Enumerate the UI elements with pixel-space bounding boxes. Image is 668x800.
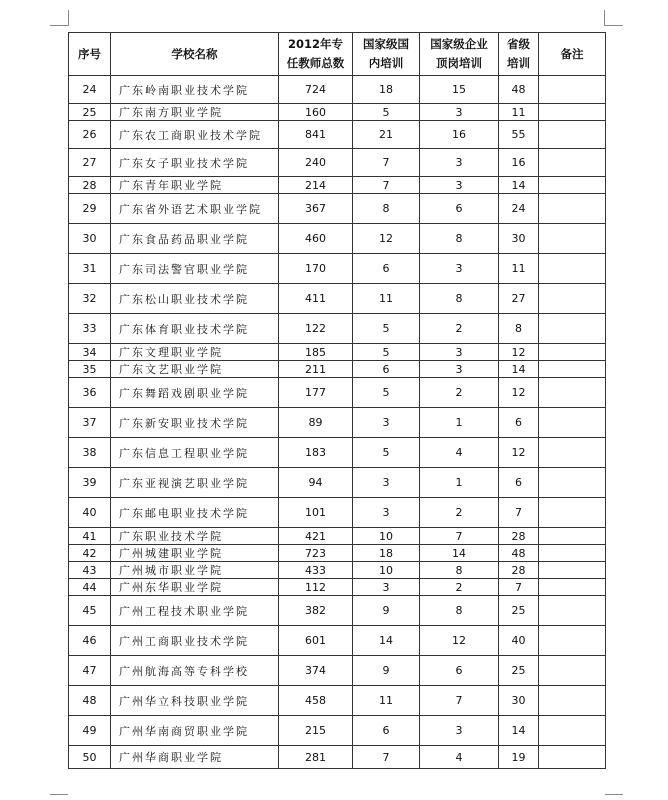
cell-total-teachers: 723 xyxy=(279,545,353,562)
table-row xyxy=(69,121,606,149)
cell-remarks xyxy=(539,344,606,361)
cell-national-domestic: 5 xyxy=(353,314,420,344)
table-row xyxy=(69,314,606,344)
cell-national-enterprise: 3 xyxy=(420,716,499,746)
cell-total-teachers: 89 xyxy=(279,408,353,438)
cell-school-name: 广东农工商职业技术学院 xyxy=(111,121,279,149)
cell-no: 31 xyxy=(69,254,111,284)
cell-total-teachers: 460 xyxy=(279,224,353,254)
cell-no: 43 xyxy=(69,562,111,579)
cell-school-name: 广东松山职业技术学院 xyxy=(111,284,279,314)
cell-remarks xyxy=(539,177,606,194)
cell-total-teachers: 240 xyxy=(279,149,353,177)
table-row xyxy=(69,408,606,438)
cell-national-enterprise: 15 xyxy=(420,76,499,104)
cell-total-teachers: 112 xyxy=(279,579,353,596)
table-row xyxy=(69,468,606,498)
cell-national-domestic: 9 xyxy=(353,656,420,686)
cell-total-teachers: 170 xyxy=(279,254,353,284)
table-row xyxy=(69,528,606,545)
cell-remarks xyxy=(539,545,606,562)
cell-provincial: 12 xyxy=(499,378,539,408)
cell-no: 30 xyxy=(69,224,111,254)
cell-total-teachers: 160 xyxy=(279,104,353,121)
cell-total-teachers: 601 xyxy=(279,626,353,656)
table-row xyxy=(69,686,606,716)
cell-provincial: 7 xyxy=(499,579,539,596)
cell-no: 29 xyxy=(69,194,111,224)
cell-provincial: 30 xyxy=(499,224,539,254)
cell-remarks xyxy=(539,579,606,596)
cell-total-teachers: 281 xyxy=(279,746,353,769)
cell-provincial: 48 xyxy=(499,545,539,562)
header-national-enterprise: 国家级企业顶岗培训 xyxy=(420,33,499,76)
cell-school-name: 广州华商职业学院 xyxy=(111,746,279,769)
table-row xyxy=(69,579,606,596)
header-row xyxy=(69,33,606,76)
cell-no: 37 xyxy=(69,408,111,438)
crop-mark-top-left-v xyxy=(68,10,69,26)
cell-national-enterprise: 7 xyxy=(420,686,499,716)
cell-national-domestic: 5 xyxy=(353,438,420,468)
cell-total-teachers: 374 xyxy=(279,656,353,686)
cell-school-name: 广州城市职业学院 xyxy=(111,562,279,579)
cell-national-enterprise: 2 xyxy=(420,378,499,408)
cell-national-domestic: 6 xyxy=(353,716,420,746)
crop-mark-bottom-left-h xyxy=(50,794,68,795)
table-row xyxy=(69,254,606,284)
table-row xyxy=(69,149,606,177)
cell-no: 41 xyxy=(69,528,111,545)
cell-school-name: 广东信息工程职业学院 xyxy=(111,438,279,468)
cell-remarks xyxy=(539,224,606,254)
table-row xyxy=(69,498,606,528)
table-row xyxy=(69,361,606,378)
cell-national-enterprise: 4 xyxy=(420,746,499,769)
cell-national-enterprise: 1 xyxy=(420,468,499,498)
cell-total-teachers: 724 xyxy=(279,76,353,104)
table-row xyxy=(69,562,606,579)
table-header xyxy=(69,33,606,76)
crop-mark-top-right-v xyxy=(604,10,605,26)
cell-total-teachers: 458 xyxy=(279,686,353,716)
cell-national-enterprise: 3 xyxy=(420,254,499,284)
table-row xyxy=(69,716,606,746)
cell-no: 24 xyxy=(69,76,111,104)
cell-remarks xyxy=(539,254,606,284)
cell-school-name: 广东女子职业技术学院 xyxy=(111,149,279,177)
cell-total-teachers: 122 xyxy=(279,314,353,344)
cell-total-teachers: 382 xyxy=(279,596,353,626)
cell-total-teachers: 411 xyxy=(279,284,353,314)
cell-national-enterprise: 4 xyxy=(420,438,499,468)
table-row xyxy=(69,545,606,562)
cell-provincial: 7 xyxy=(499,498,539,528)
cell-total-teachers: 185 xyxy=(279,344,353,361)
cell-no: 45 xyxy=(69,596,111,626)
cell-national-enterprise: 2 xyxy=(420,498,499,528)
header-provincial: 省级培训 xyxy=(499,33,539,76)
cell-remarks xyxy=(539,656,606,686)
cell-provincial: 6 xyxy=(499,468,539,498)
cell-school-name: 广东青年职业学院 xyxy=(111,177,279,194)
cell-total-teachers: 421 xyxy=(279,528,353,545)
table-row xyxy=(69,746,606,769)
cell-total-teachers: 841 xyxy=(279,121,353,149)
cell-national-domestic: 12 xyxy=(353,224,420,254)
cell-no: 32 xyxy=(69,284,111,314)
crop-mark-bottom-right-h xyxy=(605,794,623,795)
cell-national-enterprise: 8 xyxy=(420,596,499,626)
cell-remarks xyxy=(539,528,606,545)
cell-no: 46 xyxy=(69,626,111,656)
cell-no: 33 xyxy=(69,314,111,344)
table-body xyxy=(69,76,606,769)
cell-no: 49 xyxy=(69,716,111,746)
cell-no: 34 xyxy=(69,344,111,361)
cell-total-teachers: 433 xyxy=(279,562,353,579)
cell-remarks xyxy=(539,361,606,378)
cell-national-domestic: 11 xyxy=(353,284,420,314)
cell-remarks xyxy=(539,746,606,769)
cell-school-name: 广东文理职业学院 xyxy=(111,344,279,361)
cell-no: 26 xyxy=(69,121,111,149)
cell-provincial: 14 xyxy=(499,716,539,746)
cell-national-domestic: 8 xyxy=(353,194,420,224)
cell-national-domestic: 6 xyxy=(353,361,420,378)
cell-school-name: 广东体育职业技术学院 xyxy=(111,314,279,344)
cell-national-enterprise: 1 xyxy=(420,408,499,438)
cell-national-domestic: 10 xyxy=(353,562,420,579)
cell-provincial: 24 xyxy=(499,194,539,224)
cell-total-teachers: 367 xyxy=(279,194,353,224)
cell-school-name: 广东文艺职业学院 xyxy=(111,361,279,378)
cell-school-name: 广东食品药品职业学院 xyxy=(111,224,279,254)
cell-no: 35 xyxy=(69,361,111,378)
cell-national-enterprise: 16 xyxy=(420,121,499,149)
cell-provincial: 11 xyxy=(499,104,539,121)
cell-national-enterprise: 8 xyxy=(420,284,499,314)
cell-national-domestic: 7 xyxy=(353,177,420,194)
table-row xyxy=(69,177,606,194)
cell-school-name: 广东亚视演艺职业学院 xyxy=(111,468,279,498)
cell-national-domestic: 5 xyxy=(353,344,420,361)
cell-school-name: 广东邮电职业技术学院 xyxy=(111,498,279,528)
cell-national-domestic: 21 xyxy=(353,121,420,149)
table-row xyxy=(69,596,606,626)
cell-remarks xyxy=(539,596,606,626)
table-row xyxy=(69,284,606,314)
cell-national-domestic: 5 xyxy=(353,104,420,121)
table-row xyxy=(69,224,606,254)
cell-remarks xyxy=(539,149,606,177)
cell-national-domestic: 5 xyxy=(353,378,420,408)
cell-no: 42 xyxy=(69,545,111,562)
cell-school-name: 广东新安职业技术学院 xyxy=(111,408,279,438)
teacher-training-table xyxy=(68,32,606,769)
header-no: 序号 xyxy=(69,33,111,76)
cell-national-domestic: 3 xyxy=(353,408,420,438)
cell-school-name: 广东司法警官职业学院 xyxy=(111,254,279,284)
cell-remarks xyxy=(539,121,606,149)
cell-remarks xyxy=(539,468,606,498)
table-row xyxy=(69,194,606,224)
table-row xyxy=(69,344,606,361)
cell-school-name: 广州工程技术职业学院 xyxy=(111,596,279,626)
cell-school-name: 广东舞蹈戏剧职业学院 xyxy=(111,378,279,408)
header-school-name: 学校名称 xyxy=(111,33,279,76)
cell-school-name: 广州华立科技职业学院 xyxy=(111,686,279,716)
cell-provincial: 28 xyxy=(499,562,539,579)
cell-provincial: 48 xyxy=(499,76,539,104)
cell-remarks xyxy=(539,76,606,104)
cell-remarks xyxy=(539,194,606,224)
cell-provincial: 40 xyxy=(499,626,539,656)
cell-remarks xyxy=(539,284,606,314)
cell-school-name: 广州东华职业学院 xyxy=(111,579,279,596)
header-national-domestic: 国家级国内培训 xyxy=(353,33,420,76)
cell-provincial: 14 xyxy=(499,361,539,378)
cell-national-domestic: 10 xyxy=(353,528,420,545)
cell-national-enterprise: 2 xyxy=(420,579,499,596)
table-row xyxy=(69,104,606,121)
crop-mark-top-right-h xyxy=(605,25,623,26)
cell-national-enterprise: 14 xyxy=(420,545,499,562)
cell-remarks xyxy=(539,686,606,716)
cell-national-domestic: 3 xyxy=(353,498,420,528)
cell-total-teachers: 211 xyxy=(279,361,353,378)
cell-national-enterprise: 7 xyxy=(420,528,499,545)
cell-school-name: 广州航海高等专科学校 xyxy=(111,656,279,686)
cell-national-enterprise: 3 xyxy=(420,149,499,177)
cell-school-name: 广东岭南职业技术学院 xyxy=(111,76,279,104)
cell-no: 38 xyxy=(69,438,111,468)
cell-provincial: 55 xyxy=(499,121,539,149)
cell-total-teachers: 101 xyxy=(279,498,353,528)
cell-provincial: 30 xyxy=(499,686,539,716)
cell-total-teachers: 215 xyxy=(279,716,353,746)
cell-national-enterprise: 6 xyxy=(420,194,499,224)
cell-remarks xyxy=(539,104,606,121)
cell-remarks xyxy=(539,716,606,746)
cell-national-enterprise: 3 xyxy=(420,177,499,194)
cell-no: 40 xyxy=(69,498,111,528)
cell-national-domestic: 14 xyxy=(353,626,420,656)
cell-remarks xyxy=(539,498,606,528)
cell-national-domestic: 3 xyxy=(353,579,420,596)
cell-no: 28 xyxy=(69,177,111,194)
cell-national-domestic: 11 xyxy=(353,686,420,716)
cell-national-enterprise: 6 xyxy=(420,656,499,686)
cell-no: 50 xyxy=(69,746,111,769)
cell-provincial: 16 xyxy=(499,149,539,177)
cell-total-teachers: 214 xyxy=(279,177,353,194)
cell-no: 39 xyxy=(69,468,111,498)
header-remarks: 备注 xyxy=(539,33,606,76)
cell-national-enterprise: 3 xyxy=(420,361,499,378)
cell-total-teachers: 177 xyxy=(279,378,353,408)
cell-total-teachers: 94 xyxy=(279,468,353,498)
cell-remarks xyxy=(539,562,606,579)
cell-no: 27 xyxy=(69,149,111,177)
cell-remarks xyxy=(539,378,606,408)
cell-provincial: 8 xyxy=(499,314,539,344)
cell-remarks xyxy=(539,408,606,438)
cell-provincial: 12 xyxy=(499,344,539,361)
cell-provincial: 19 xyxy=(499,746,539,769)
cell-provincial: 6 xyxy=(499,408,539,438)
cell-national-enterprise: 8 xyxy=(420,224,499,254)
cell-national-domestic: 18 xyxy=(353,545,420,562)
cell-remarks xyxy=(539,626,606,656)
table-row xyxy=(69,378,606,408)
cell-national-domestic: 18 xyxy=(353,76,420,104)
table-row xyxy=(69,76,606,104)
header-total-teachers: 2012年专任教师总数 xyxy=(279,33,353,76)
table-row xyxy=(69,438,606,468)
cell-no: 47 xyxy=(69,656,111,686)
cell-no: 25 xyxy=(69,104,111,121)
crop-mark-top-left-h xyxy=(50,25,68,26)
cell-school-name: 广东职业技术学院 xyxy=(111,528,279,545)
cell-no: 36 xyxy=(69,378,111,408)
cell-national-domestic: 7 xyxy=(353,149,420,177)
cell-national-enterprise: 12 xyxy=(420,626,499,656)
cell-national-enterprise: 3 xyxy=(420,104,499,121)
cell-provincial: 14 xyxy=(499,177,539,194)
cell-school-name: 广州华南商贸职业学院 xyxy=(111,716,279,746)
cell-provincial: 28 xyxy=(499,528,539,545)
cell-no: 44 xyxy=(69,579,111,596)
cell-national-domestic: 3 xyxy=(353,468,420,498)
cell-provincial: 25 xyxy=(499,596,539,626)
cell-remarks xyxy=(539,438,606,468)
cell-provincial: 25 xyxy=(499,656,539,686)
cell-national-domestic: 6 xyxy=(353,254,420,284)
cell-national-enterprise: 3 xyxy=(420,344,499,361)
cell-no: 48 xyxy=(69,686,111,716)
cell-national-domestic: 7 xyxy=(353,746,420,769)
table-row xyxy=(69,626,606,656)
cell-school-name: 广东南方职业学院 xyxy=(111,104,279,121)
cell-total-teachers: 183 xyxy=(279,438,353,468)
cell-school-name: 广州工商职业技术学院 xyxy=(111,626,279,656)
cell-remarks xyxy=(539,314,606,344)
cell-provincial: 27 xyxy=(499,284,539,314)
cell-provincial: 11 xyxy=(499,254,539,284)
cell-school-name: 广州城建职业学院 xyxy=(111,545,279,562)
cell-national-domestic: 9 xyxy=(353,596,420,626)
cell-national-enterprise: 2 xyxy=(420,314,499,344)
cell-school-name: 广东省外语艺术职业学院 xyxy=(111,194,279,224)
table-row xyxy=(69,656,606,686)
cell-provincial: 12 xyxy=(499,438,539,468)
cell-national-enterprise: 8 xyxy=(420,562,499,579)
